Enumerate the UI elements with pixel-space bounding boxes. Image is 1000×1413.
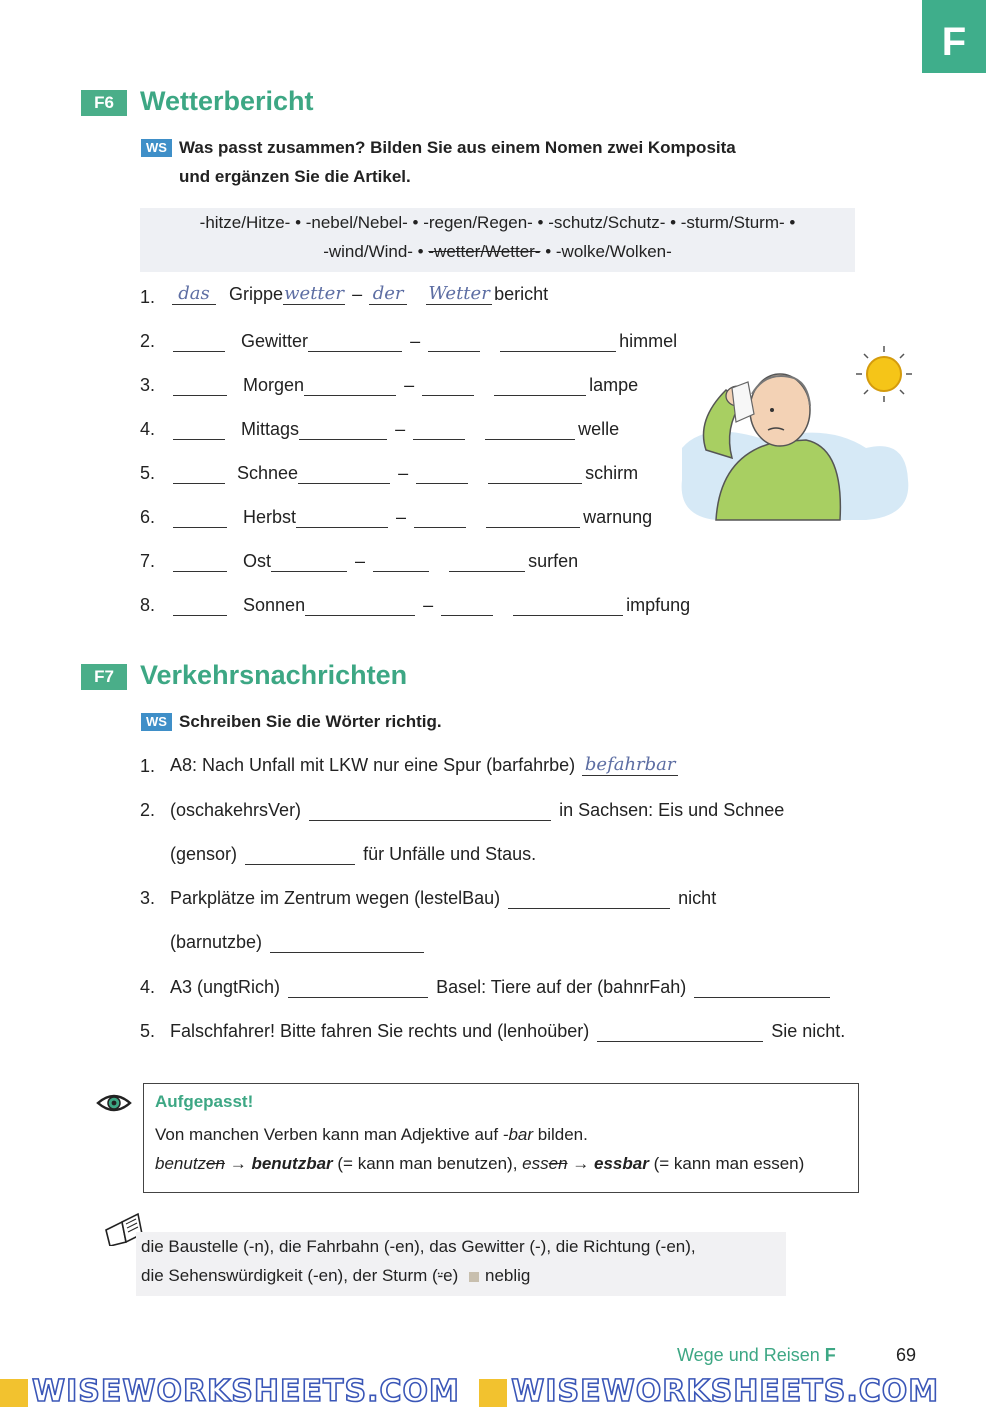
aufgepasst-title: Aufgepasst!: [155, 1092, 254, 1111]
f7-title: Verkehrsnachrichten: [140, 660, 408, 690]
f7-badge: F7: [81, 664, 127, 690]
f7-text: Basel: Tiere auf der (bahnrFah): [436, 977, 687, 997]
rule-text-end: bilden.: [533, 1125, 588, 1144]
f6-item-number: 2.: [140, 331, 156, 351]
chapter-tab: F: [922, 0, 986, 73]
f6-title: Wetterbericht: [140, 86, 314, 116]
f6-item-6: [170, 507, 652, 528]
compound-stem: Morgen: [243, 375, 305, 395]
f6-ws-badge: WS: [141, 139, 172, 157]
watermark-strip: [0, 1374, 1000, 1413]
arrow: →: [229, 1154, 247, 1173]
dash: –: [355, 551, 366, 571]
f6-instruction-line2: und ergänzen Sie die Artikel.: [179, 167, 411, 186]
compound-stem: Grippe: [229, 284, 284, 304]
f6-item-3: [170, 375, 638, 396]
dash: –: [404, 375, 415, 395]
square-bullet: [469, 1272, 479, 1282]
f7-text: Sie nicht.: [771, 1021, 846, 1041]
f7-text: nicht: [678, 888, 717, 908]
eye: [770, 408, 774, 412]
compound-ending: impfung: [626, 595, 691, 615]
verb-benutzen: benutzen: [155, 1154, 225, 1173]
dash: –: [423, 595, 434, 615]
compound-ending: lampe: [589, 375, 639, 395]
ending-blank[interactable]: [304, 377, 396, 396]
f7-item-1: [170, 754, 680, 776]
footer-letter: F: [824, 1345, 836, 1365]
prefix-blank[interactable]: [500, 333, 616, 352]
aufgepasst-line1: [155, 1120, 804, 1149]
f6-item-number: 8.: [140, 595, 156, 615]
article-blank[interactable]: [173, 421, 225, 440]
f6-item-1: [170, 283, 548, 305]
word-box: [140, 208, 855, 272]
watermark-logo-icon: [479, 1379, 507, 1407]
f7-item-number: 5.: [140, 1021, 156, 1041]
f7-item-number: 4.: [140, 977, 156, 997]
compound-stem: Gewitter: [241, 331, 309, 351]
rule-text: Von manchen Verben kann man Adjektive auf: [155, 1125, 503, 1144]
unscramble-blank[interactable]: [508, 890, 670, 909]
article-blank[interactable]: [173, 597, 227, 616]
page-number: 69: [896, 1345, 917, 1365]
hot-man-illustration: [676, 330, 930, 525]
f6-badge: F6: [81, 90, 127, 116]
f6-instruction: [179, 133, 736, 191]
word-wetter-struck: -wetter/Wetter-: [428, 242, 541, 261]
article-blank[interactable]: [173, 465, 225, 484]
article-answer-1[interactable]: das: [172, 283, 216, 305]
prefix-blank[interactable]: [513, 597, 623, 616]
ending-blank[interactable]: [305, 597, 415, 616]
f7-instruction: Schreiben Sie die Wörter richtig.: [179, 712, 442, 731]
article-blank[interactable]: [428, 333, 480, 352]
article-blank[interactable]: [414, 509, 466, 528]
f6-item-number: 5.: [140, 463, 156, 483]
unscramble-blank[interactable]: [245, 846, 355, 865]
watermark-text: WISEWORKSHEETS.COM: [32, 1374, 460, 1409]
ending-blank[interactable]: [298, 465, 390, 484]
article-blank[interactable]: [416, 465, 468, 484]
watermark-logo-icon: [0, 1379, 28, 1407]
handkerchief: [732, 382, 754, 422]
aufgepasst-text: [155, 1120, 804, 1178]
f6-item-8: [170, 595, 690, 616]
compound-ending: warnung: [583, 507, 653, 527]
dash: –: [352, 284, 363, 304]
f7-text: für Unfälle und Staus.: [363, 844, 537, 864]
f6-item-7: [170, 551, 578, 572]
prefix-blank[interactable]: [486, 509, 580, 528]
dash: –: [398, 463, 409, 483]
vocab-words: die Sehenswürdigkeit (-en), der Sturm (⸚e): [141, 1266, 459, 1285]
f6-item-2: [170, 331, 677, 352]
f7-text: A3 (ungtRich): [170, 977, 281, 997]
watermark-text: WISEWORKSHEETS.COM: [511, 1374, 940, 1409]
f7-ws-badge: WS: [141, 713, 172, 731]
gloss: (= kann man benutzen),: [332, 1154, 523, 1173]
arrow: →: [572, 1154, 590, 1173]
vocab-line2: [136, 1261, 786, 1290]
vocabulary-box: [136, 1232, 786, 1296]
article-blank[interactable]: [173, 553, 227, 572]
unscramble-blank[interactable]: [270, 934, 424, 953]
article-blank[interactable]: [173, 333, 225, 352]
f7-item-3: [170, 888, 716, 909]
f7-item-2: [170, 800, 784, 821]
f6-instruction-line1: Was passt zusammen? Bilden Sie aus einem Nomen zwei Komposita: [179, 138, 736, 157]
f7-item-3-cont: [170, 932, 427, 953]
aufgepasst-line2: [155, 1149, 804, 1178]
f7-text: (barnutzbe): [170, 932, 263, 952]
compound-stem: Herbst: [243, 507, 297, 527]
ending-blank[interactable]: [296, 509, 388, 528]
f6-item-5: [170, 463, 638, 484]
ending-blank[interactable]: [271, 553, 347, 572]
compound-ending: bericht: [494, 284, 549, 304]
vocab-line1: die Baustelle (-n), die Fahrbahn (-en), das Gewitter (-), die Richtung (-en),: [141, 1237, 696, 1256]
adj-benutzbar: benutzbar: [251, 1154, 333, 1173]
f6-item-number: 3.: [140, 375, 156, 395]
word-wolke: • -wolke/Wolken-: [545, 242, 672, 261]
f7-text: (oschakehrsVer): [170, 800, 302, 820]
ending-blank[interactable]: [299, 421, 387, 440]
f7-item-5: [170, 1021, 845, 1042]
compound-stem: Sonnen: [243, 595, 306, 615]
f6-item-number: 4.: [140, 419, 156, 439]
word-box-line1: -hitze/Hitze- • -nebel/Nebel- • -regen/Regen- • -schutz/Schutz- • -sturm/Sturm- •: [199, 213, 796, 232]
f6-item-4: [170, 419, 619, 440]
vocab-extra: neblig: [485, 1266, 531, 1285]
compound-stem: Ost: [243, 551, 272, 571]
article-blank[interactable]: [373, 553, 429, 572]
article-blank[interactable]: [413, 421, 465, 440]
f7-item-4: [170, 977, 833, 998]
aufgepasst-box: [143, 1083, 859, 1193]
dash: –: [410, 331, 421, 351]
f7-text: (gensor): [170, 844, 238, 864]
f7-text: in Sachsen: Eis und Schnee: [559, 800, 785, 820]
unscramble-blank[interactable]: [288, 979, 428, 998]
compound-answer-2[interactable]: Wetter: [426, 283, 492, 305]
f7-item-number: 3.: [140, 888, 156, 908]
f7-text: Parkplätze im Zentrum wegen (lestelBau): [170, 888, 501, 908]
adj-essbar: essbar: [594, 1154, 649, 1173]
compound-ending: surfen: [528, 551, 579, 571]
article-blank[interactable]: [173, 377, 227, 396]
word-box-line2: [140, 237, 855, 266]
gloss: (= kann man essen): [648, 1154, 805, 1173]
sun-icon: [867, 357, 901, 391]
rule-suffix: -bar: [502, 1125, 534, 1144]
compound-stem: Schnee: [237, 463, 299, 483]
article-blank[interactable]: [441, 597, 493, 616]
f7-text: Falschfahrer! Bitte fahren Sie rechts und (lenhoüber): [170, 1021, 590, 1041]
article-blank[interactable]: [422, 377, 474, 396]
dash: –: [396, 507, 407, 527]
f7-item-2-cont: [170, 844, 536, 865]
f6-item-number: 7.: [140, 551, 156, 571]
f7-item-number: 2.: [140, 800, 156, 820]
article-answer-2[interactable]: der: [369, 283, 407, 305]
word-wind: -wind/Wind- •: [323, 242, 424, 261]
unscramble-blank[interactable]: [694, 979, 830, 998]
f7-text: A8: Nach Unfall mit LKW nur eine Spur (barfahrbe): [170, 755, 576, 775]
compound-answer-1[interactable]: wetter: [284, 283, 344, 304]
prefix-blank[interactable]: [494, 377, 586, 396]
verb-essen: essen: [522, 1154, 568, 1173]
article-blank[interactable]: [173, 509, 227, 528]
compound-ending: schirm: [585, 463, 639, 483]
f7-item-number: 1.: [140, 756, 156, 776]
ending-blank[interactable]: [308, 333, 402, 352]
unscramble-blank[interactable]: [309, 802, 551, 821]
prefix-blank[interactable]: [488, 465, 582, 484]
prefix-blank[interactable]: [485, 421, 575, 440]
compound-stem: Mittags: [241, 419, 300, 439]
unscramble-blank[interactable]: [597, 1023, 763, 1042]
f6-item-number: 6.: [140, 507, 156, 527]
f6-item-number: 1.: [140, 287, 156, 307]
prefix-blank[interactable]: [449, 553, 525, 572]
compound-ending: welle: [578, 419, 620, 439]
unscramble-answer-1[interactable]: befahrbar: [582, 754, 678, 776]
footer-chapter: Wege und Reisen F: [677, 1345, 836, 1365]
dash: –: [395, 419, 406, 439]
compound-ending: himmel: [619, 331, 678, 351]
eye-icon: [96, 1092, 132, 1114]
